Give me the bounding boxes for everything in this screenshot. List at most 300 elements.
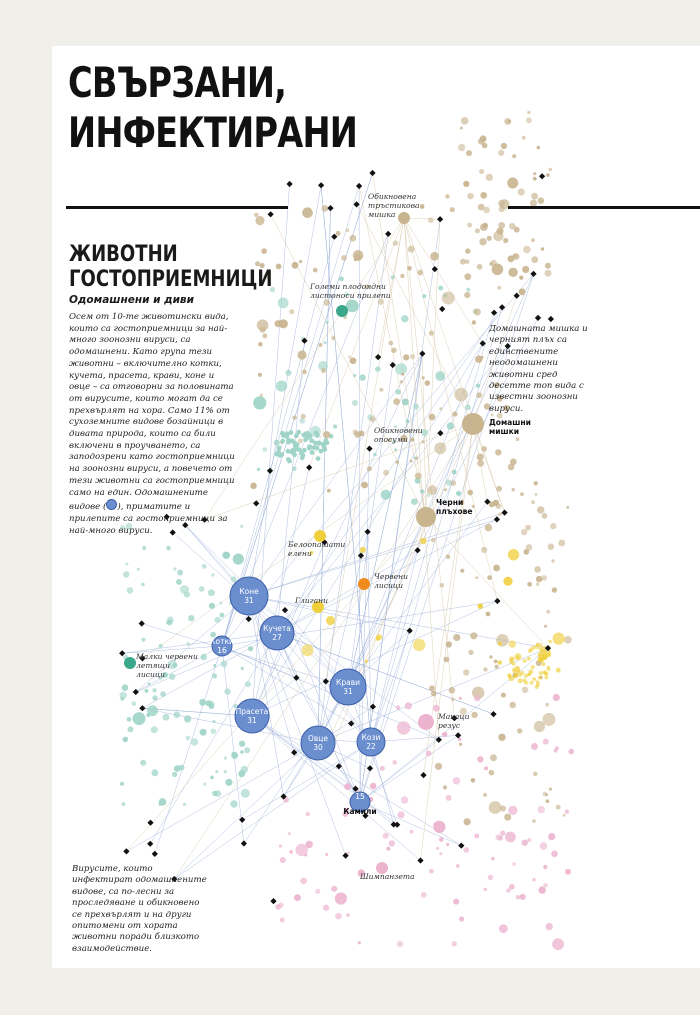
species-dot xyxy=(174,765,181,772)
species-dot xyxy=(499,924,508,933)
species-dot xyxy=(141,638,145,642)
section-heading-line-1: ЖИВОТНИ xyxy=(69,242,178,267)
species-dot xyxy=(498,660,502,664)
species-dot xyxy=(534,566,541,573)
species-dot xyxy=(496,634,509,647)
species-dot xyxy=(468,650,473,655)
species-dot xyxy=(241,789,250,798)
species-dot xyxy=(509,884,515,890)
species-dot xyxy=(240,525,243,528)
species-dot xyxy=(383,833,389,839)
species-dot xyxy=(523,659,527,663)
species-dot xyxy=(303,437,308,442)
species-dot xyxy=(400,274,404,278)
species-dot xyxy=(463,181,469,187)
species-dot xyxy=(487,236,492,241)
species-dot xyxy=(513,253,520,260)
species-dot xyxy=(202,564,207,569)
species-dot xyxy=(523,679,527,683)
species-dot xyxy=(498,641,502,645)
species-dot xyxy=(292,262,299,269)
species-dot xyxy=(333,425,337,429)
species-dot xyxy=(522,136,526,140)
species-dot xyxy=(540,649,544,653)
species-dot xyxy=(141,583,144,586)
species-dot xyxy=(553,694,560,701)
species-dot xyxy=(391,348,397,354)
species-dot xyxy=(365,660,368,663)
species-dot xyxy=(280,857,286,863)
virus-marker xyxy=(455,732,461,738)
species-dot xyxy=(166,621,170,625)
domestic-node-count: 27 xyxy=(272,633,282,642)
label-boars: Глигани xyxy=(295,596,329,605)
species-dot xyxy=(397,941,404,948)
species-dot xyxy=(446,554,451,559)
domestic-node-label xyxy=(343,792,377,825)
species-dot xyxy=(512,668,516,672)
highlight-species-node xyxy=(358,578,370,590)
species-dot xyxy=(465,248,470,253)
title-rule-right xyxy=(508,206,700,209)
species-dot xyxy=(439,852,442,855)
species-dot xyxy=(200,729,207,736)
virus-marker xyxy=(147,841,153,847)
species-dot xyxy=(541,247,544,250)
edge xyxy=(174,742,371,879)
rodent-hub xyxy=(416,507,436,527)
species-dot xyxy=(475,576,478,579)
species-dot xyxy=(299,260,302,263)
species-dot xyxy=(479,169,484,174)
species-dot xyxy=(498,512,502,516)
species-dot xyxy=(425,380,431,386)
species-dot xyxy=(239,741,245,747)
species-dot xyxy=(304,854,307,857)
species-dot xyxy=(538,676,542,680)
species-dot xyxy=(489,770,495,776)
species-dot xyxy=(495,449,501,455)
species-dot xyxy=(454,388,467,401)
species-dot xyxy=(527,838,531,842)
species-dot xyxy=(361,482,368,489)
species-dot xyxy=(326,321,329,324)
species-dot xyxy=(531,665,535,669)
virus-marker xyxy=(306,464,312,470)
species-dot xyxy=(556,805,561,810)
species-dot xyxy=(292,448,297,453)
species-dot xyxy=(509,702,516,709)
virus-marker xyxy=(239,817,245,823)
species-dot xyxy=(533,177,537,181)
virus-marker xyxy=(419,350,425,356)
title-line-1: СВЪРЗАНИ, xyxy=(68,58,287,107)
species-dot xyxy=(488,875,493,880)
species-dot xyxy=(429,869,434,874)
edge xyxy=(321,185,371,742)
species-dot xyxy=(199,699,206,706)
species-dot xyxy=(481,446,487,452)
species-dot xyxy=(516,670,520,674)
species-dot xyxy=(449,687,456,694)
species-dot xyxy=(456,864,460,868)
species-dot xyxy=(470,632,477,639)
species-dot xyxy=(566,506,569,509)
species-dot xyxy=(497,228,504,235)
species-dot xyxy=(542,662,546,666)
species-dot xyxy=(323,431,330,438)
species-dot xyxy=(484,888,487,891)
species-dot xyxy=(186,642,190,646)
species-dot xyxy=(191,738,198,745)
species-dot xyxy=(339,276,344,281)
species-dot xyxy=(302,207,313,218)
species-dot xyxy=(321,368,326,373)
species-dot xyxy=(335,892,347,904)
species-dot xyxy=(467,193,473,199)
label-field-mouse: Обикновена тръстикова мишка xyxy=(368,192,420,219)
label-macaques: Макаци резус xyxy=(438,712,470,730)
species-dot xyxy=(433,821,445,833)
species-dot xyxy=(417,270,423,276)
species-dot xyxy=(370,416,376,422)
species-dot xyxy=(563,814,566,817)
species-dot xyxy=(331,336,335,340)
edge xyxy=(174,743,318,879)
virus-marker xyxy=(385,231,391,237)
species-dot xyxy=(465,259,470,264)
species-dot xyxy=(489,655,492,658)
species-dot xyxy=(537,506,544,513)
species-dot xyxy=(527,657,531,661)
species-dot xyxy=(565,869,571,875)
species-dot xyxy=(209,603,215,609)
virus-marker xyxy=(436,737,442,743)
virus-marker xyxy=(414,547,420,553)
title-rule-left xyxy=(66,206,288,209)
species-dot xyxy=(396,460,399,463)
species-dot xyxy=(288,832,291,835)
species-dot xyxy=(538,656,542,660)
species-dot xyxy=(306,812,310,816)
species-dot xyxy=(212,674,217,679)
species-dot xyxy=(397,721,410,734)
virus-marker xyxy=(394,822,400,828)
species-dot xyxy=(500,805,506,811)
species-dot xyxy=(477,264,483,270)
virus-marker xyxy=(514,293,520,299)
species-dot xyxy=(493,565,500,572)
species-dot xyxy=(551,851,558,858)
species-dot xyxy=(565,810,569,814)
species-dot xyxy=(422,294,426,298)
species-dot xyxy=(522,840,528,846)
species-dot xyxy=(533,172,536,175)
species-dot xyxy=(301,414,306,419)
species-dot xyxy=(359,374,365,380)
rodent-hub xyxy=(462,413,484,435)
virus-marker xyxy=(286,181,292,187)
species-dot xyxy=(203,783,206,786)
species-dot xyxy=(545,703,549,707)
virus-marker xyxy=(491,310,497,316)
species-dot xyxy=(319,343,323,347)
species-dot xyxy=(474,833,479,838)
species-dot xyxy=(529,669,534,674)
species-dot xyxy=(538,197,545,204)
species-dot xyxy=(464,292,470,298)
species-dot xyxy=(522,266,529,273)
species-dot xyxy=(517,728,522,733)
species-dot xyxy=(463,669,469,675)
species-dot xyxy=(358,941,361,944)
species-dot xyxy=(564,636,572,644)
virus-marker xyxy=(152,851,158,857)
virus-marker xyxy=(548,316,554,322)
species-dot xyxy=(546,173,550,177)
species-dot xyxy=(127,717,132,722)
species-dot xyxy=(520,671,524,675)
species-dot xyxy=(177,570,183,576)
species-dot xyxy=(452,470,457,475)
species-dot xyxy=(543,865,547,869)
species-dot xyxy=(347,852,350,855)
species-dot xyxy=(544,625,547,628)
label-opossums: Обикновени опосуми xyxy=(374,426,423,444)
species-dot xyxy=(160,691,166,697)
species-dot xyxy=(307,444,312,449)
species-dot xyxy=(489,801,502,814)
species-dot xyxy=(506,888,510,892)
species-dot xyxy=(481,547,487,553)
species-dot xyxy=(262,333,267,338)
species-dot xyxy=(324,299,331,306)
label-deer: Белоопашати елени xyxy=(288,540,346,558)
species-dot xyxy=(451,480,457,486)
species-dot xyxy=(257,319,269,331)
species-dot xyxy=(354,431,361,438)
species-dot xyxy=(326,616,335,625)
species-dot xyxy=(546,923,553,930)
species-dot xyxy=(516,895,520,899)
species-dot xyxy=(295,442,300,447)
species-dot xyxy=(292,416,296,420)
species-dot xyxy=(312,445,317,450)
species-dot xyxy=(545,270,552,277)
species-dot xyxy=(446,641,452,647)
species-dot xyxy=(452,411,457,416)
species-dot xyxy=(410,460,413,463)
virus-marker xyxy=(490,711,496,717)
species-dot xyxy=(306,841,313,848)
species-dot xyxy=(433,705,440,712)
species-dot xyxy=(310,450,315,455)
domestic-node-count: 31 xyxy=(343,687,353,696)
species-dot xyxy=(224,770,227,773)
species-dot xyxy=(518,678,523,683)
species-dot xyxy=(221,660,228,667)
species-dot xyxy=(123,737,129,743)
label-red-foxes: Червени лисици xyxy=(374,572,409,590)
species-dot xyxy=(548,833,555,840)
species-dot xyxy=(233,752,237,756)
species-dot xyxy=(276,264,282,270)
species-dot xyxy=(543,739,549,745)
species-dot xyxy=(496,486,502,492)
species-dot xyxy=(220,602,223,605)
species-dot xyxy=(536,643,539,646)
species-dot xyxy=(408,246,415,253)
page-title xyxy=(68,58,357,158)
species-dot xyxy=(410,354,415,359)
species-dot xyxy=(376,636,381,641)
domestic-node-name: Кучета xyxy=(263,624,291,633)
species-dot xyxy=(211,573,214,576)
species-dot xyxy=(335,913,341,919)
species-dot xyxy=(435,371,445,381)
virus-marker xyxy=(327,205,333,211)
domestic-node-name: Крави xyxy=(336,678,360,687)
species-dot xyxy=(245,681,251,687)
species-dot xyxy=(122,802,126,806)
species-dot xyxy=(279,319,288,328)
species-dot xyxy=(524,674,528,678)
species-dot xyxy=(536,583,539,586)
species-dot xyxy=(477,756,484,763)
species-dot xyxy=(483,793,487,797)
species-dot xyxy=(442,732,447,737)
species-dot xyxy=(512,862,516,866)
species-dot xyxy=(341,255,347,261)
species-dot xyxy=(316,456,321,461)
domestic-node-count: 31 xyxy=(244,596,254,605)
virus-marker xyxy=(437,430,443,436)
species-dot xyxy=(350,358,357,365)
species-dot xyxy=(127,587,134,594)
species-dot xyxy=(464,818,471,825)
species-dot xyxy=(507,120,511,124)
species-dot xyxy=(137,568,140,571)
species-dot xyxy=(463,847,469,853)
species-dot xyxy=(543,713,556,726)
species-dot xyxy=(225,779,232,786)
virus-marker xyxy=(501,509,507,515)
species-dot xyxy=(556,668,561,673)
virus-marker xyxy=(147,820,153,826)
species-dot xyxy=(532,677,536,681)
species-dot xyxy=(323,341,326,344)
species-dot xyxy=(248,646,253,651)
species-dot xyxy=(397,811,404,818)
label-fruit-bats: Големи плодоядни листоноси прилепи xyxy=(310,282,391,300)
species-dot xyxy=(208,589,215,596)
label-flying-foxes: Малки червени летящи лисици xyxy=(136,652,198,679)
domestic-node-label xyxy=(263,624,291,642)
species-dot xyxy=(539,671,543,675)
species-dot xyxy=(444,488,447,491)
species-dot xyxy=(144,689,148,693)
species-dot xyxy=(411,498,418,505)
species-dot xyxy=(120,782,124,786)
species-dot xyxy=(459,916,464,921)
species-dot xyxy=(223,552,230,559)
species-dot xyxy=(289,309,294,314)
species-dot xyxy=(458,144,465,151)
species-dot xyxy=(429,685,435,691)
species-dot xyxy=(120,692,127,699)
species-dot xyxy=(279,844,282,847)
species-dot xyxy=(201,654,208,661)
species-dot xyxy=(431,538,436,543)
species-dot xyxy=(389,341,394,346)
species-dot xyxy=(403,354,409,360)
species-dot xyxy=(381,490,391,500)
species-dot xyxy=(300,453,305,458)
species-dot xyxy=(494,660,498,664)
body-text-part-2: ), приматите и прилепите са гостоприемници за най-много вируси. xyxy=(69,502,228,536)
domestic-node-label xyxy=(362,733,381,751)
species-dot xyxy=(205,700,211,706)
domestic-node-count: 31 xyxy=(247,716,257,725)
species-dot xyxy=(507,178,518,189)
species-dot xyxy=(543,883,547,887)
species-dot xyxy=(558,540,565,547)
species-dot xyxy=(511,488,514,491)
species-dot xyxy=(542,670,546,674)
species-dot xyxy=(422,376,425,379)
species-dot xyxy=(253,396,266,409)
species-dot xyxy=(260,394,263,397)
species-dot xyxy=(536,576,542,582)
species-dot xyxy=(176,579,182,585)
species-dot xyxy=(413,639,425,651)
species-dot xyxy=(439,407,442,410)
species-dot xyxy=(434,442,446,454)
virus-marker xyxy=(530,271,536,277)
species-dot xyxy=(230,800,237,807)
edge xyxy=(122,633,277,653)
edge xyxy=(126,743,318,851)
virus-marker xyxy=(499,304,505,310)
species-dot xyxy=(477,460,484,467)
species-dot xyxy=(151,769,158,776)
species-dot xyxy=(132,701,137,706)
species-dot xyxy=(327,489,331,493)
species-dot xyxy=(549,788,552,791)
species-dot xyxy=(314,431,319,436)
species-dot xyxy=(302,644,314,656)
edge xyxy=(126,517,426,851)
species-dot xyxy=(527,111,530,114)
species-dot xyxy=(151,726,158,733)
species-dot xyxy=(199,586,205,592)
species-dot xyxy=(355,254,362,261)
species-dot xyxy=(254,213,259,218)
label-chimps: Шимпанзета xyxy=(360,872,415,881)
species-dot xyxy=(456,491,461,496)
species-dot xyxy=(394,448,397,451)
species-dot xyxy=(280,431,285,436)
species-dot xyxy=(393,398,400,405)
species-dot xyxy=(552,938,564,950)
species-dot xyxy=(292,467,296,471)
species-dot xyxy=(395,363,407,375)
virus-marker xyxy=(494,598,500,604)
virus-marker xyxy=(535,315,541,321)
species-dot xyxy=(553,633,565,645)
domestic-dot-icon xyxy=(106,499,117,510)
virus-marker xyxy=(267,468,273,474)
